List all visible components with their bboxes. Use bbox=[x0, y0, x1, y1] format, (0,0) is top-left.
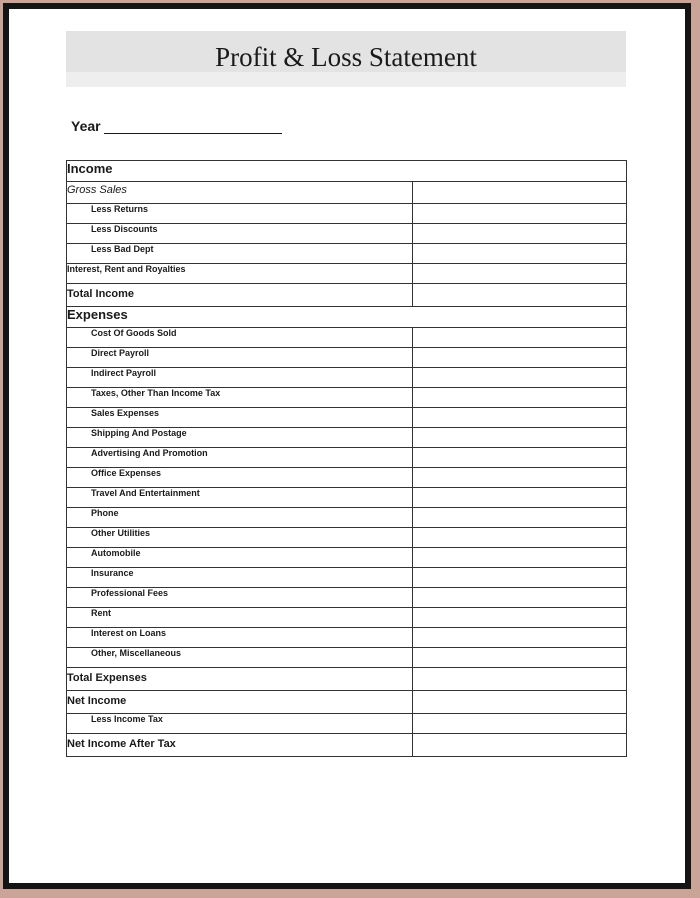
expense-row bbox=[67, 588, 627, 608]
statement-table bbox=[66, 160, 627, 757]
expense-row bbox=[67, 368, 627, 388]
expense-row-amount-cell[interactable] bbox=[413, 548, 627, 568]
expense-row bbox=[67, 388, 627, 408]
expense-row-label: Interest on Loans bbox=[67, 628, 413, 648]
expense-row bbox=[67, 508, 627, 528]
total-income-row-amount-cell[interactable] bbox=[413, 284, 627, 307]
expense-row-amount-cell[interactable] bbox=[413, 568, 627, 588]
less-income-tax-row-label: Less Income Tax bbox=[67, 714, 413, 734]
net-income-after-tax-row bbox=[67, 734, 627, 757]
expense-row bbox=[67, 548, 627, 568]
expense-row-label: Direct Payroll bbox=[67, 348, 413, 368]
income-heading-row bbox=[67, 161, 627, 182]
expense-row-label: Other Utilities bbox=[67, 528, 413, 548]
expense-row-label: Office Expenses bbox=[67, 468, 413, 488]
total-expenses-row bbox=[67, 668, 627, 691]
expense-row-label: Insurance bbox=[67, 568, 413, 588]
page-title: Profit & Loss Statement bbox=[215, 42, 477, 72]
expenses-heading-row bbox=[67, 307, 627, 328]
expenses-heading: Expenses bbox=[67, 307, 627, 328]
expense-row bbox=[67, 348, 627, 368]
expense-row bbox=[67, 328, 627, 348]
expense-row bbox=[67, 528, 627, 548]
expense-row-amount-cell[interactable] bbox=[413, 588, 627, 608]
expense-row-amount-cell[interactable] bbox=[413, 408, 627, 428]
income-row-amount-cell[interactable] bbox=[413, 264, 627, 284]
total-income-row bbox=[67, 284, 627, 307]
expense-row bbox=[67, 488, 627, 508]
net-income-row bbox=[67, 691, 627, 714]
income-heading: Income bbox=[67, 161, 627, 182]
income-row bbox=[67, 182, 627, 204]
expense-row-label: Other, Miscellaneous bbox=[67, 648, 413, 668]
expense-row-label: Rent bbox=[67, 608, 413, 628]
expense-row-label: Taxes, Other Than Income Tax bbox=[67, 388, 413, 408]
title-band-lower bbox=[66, 72, 626, 87]
year-label: Year bbox=[71, 118, 101, 134]
expense-row-amount-cell[interactable] bbox=[413, 648, 627, 668]
less-income-tax-row bbox=[67, 714, 627, 734]
expense-row-amount-cell[interactable] bbox=[413, 488, 627, 508]
expense-row bbox=[67, 628, 627, 648]
expense-row bbox=[67, 648, 627, 668]
expense-row bbox=[67, 608, 627, 628]
expense-row-amount-cell[interactable] bbox=[413, 388, 627, 408]
expense-row bbox=[67, 408, 627, 428]
income-row bbox=[67, 204, 627, 224]
income-row-label: Gross Sales bbox=[67, 182, 413, 204]
income-row bbox=[67, 224, 627, 244]
expense-row bbox=[67, 448, 627, 468]
income-row-amount-cell[interactable] bbox=[413, 204, 627, 224]
expense-row-amount-cell[interactable] bbox=[413, 528, 627, 548]
expense-row-label: Advertising And Promotion bbox=[67, 448, 413, 468]
income-row-label: Less Bad Dept bbox=[67, 244, 413, 264]
income-row-amount-cell[interactable] bbox=[413, 224, 627, 244]
total-expenses-row-label: Total Expenses bbox=[67, 668, 413, 691]
expense-row-amount-cell[interactable] bbox=[413, 448, 627, 468]
expense-row bbox=[67, 568, 627, 588]
expense-row-amount-cell[interactable] bbox=[413, 428, 627, 448]
expense-row-label: Sales Expenses bbox=[67, 408, 413, 428]
expense-row-label: Shipping And Postage bbox=[67, 428, 413, 448]
expense-row-amount-cell[interactable] bbox=[413, 468, 627, 488]
income-row-label: Less Discounts bbox=[67, 224, 413, 244]
income-row bbox=[67, 264, 627, 284]
expense-row bbox=[67, 428, 627, 448]
income-row-amount-cell[interactable] bbox=[413, 244, 627, 264]
expense-row-amount-cell[interactable] bbox=[413, 508, 627, 528]
income-row-label: Less Returns bbox=[67, 204, 413, 224]
less-income-tax-row-amount-cell[interactable] bbox=[413, 714, 627, 734]
net-income-row-amount-cell[interactable] bbox=[413, 691, 627, 714]
page bbox=[3, 3, 691, 889]
expense-row-amount-cell[interactable] bbox=[413, 608, 627, 628]
expense-row-label: Indirect Payroll bbox=[67, 368, 413, 388]
year-field[interactable] bbox=[104, 133, 282, 134]
expense-row-amount-cell[interactable] bbox=[413, 348, 627, 368]
income-row-amount-cell[interactable] bbox=[413, 182, 627, 204]
expense-row bbox=[67, 468, 627, 488]
income-row bbox=[67, 244, 627, 264]
expense-row-label: Cost Of Goods Sold bbox=[67, 328, 413, 348]
expense-row-label: Travel And Entertainment bbox=[67, 488, 413, 508]
title-band bbox=[66, 31, 626, 87]
expense-row-label: Automobile bbox=[67, 548, 413, 568]
net-income-after-tax-row-label: Net Income After Tax bbox=[67, 734, 413, 757]
expense-row-label: Professional Fees bbox=[67, 588, 413, 608]
expense-row-amount-cell[interactable] bbox=[413, 328, 627, 348]
income-row-label: Interest, Rent and Royalties bbox=[67, 264, 413, 284]
expense-row-amount-cell[interactable] bbox=[413, 628, 627, 648]
net-income-after-tax-row-amount-cell[interactable] bbox=[413, 734, 627, 757]
total-expenses-row-amount-cell[interactable] bbox=[413, 668, 627, 691]
expense-row-amount-cell[interactable] bbox=[413, 368, 627, 388]
net-income-row-label: Net Income bbox=[67, 691, 413, 714]
expense-row-label: Phone bbox=[67, 508, 413, 528]
total-income-row-label: Total Income bbox=[67, 284, 413, 307]
